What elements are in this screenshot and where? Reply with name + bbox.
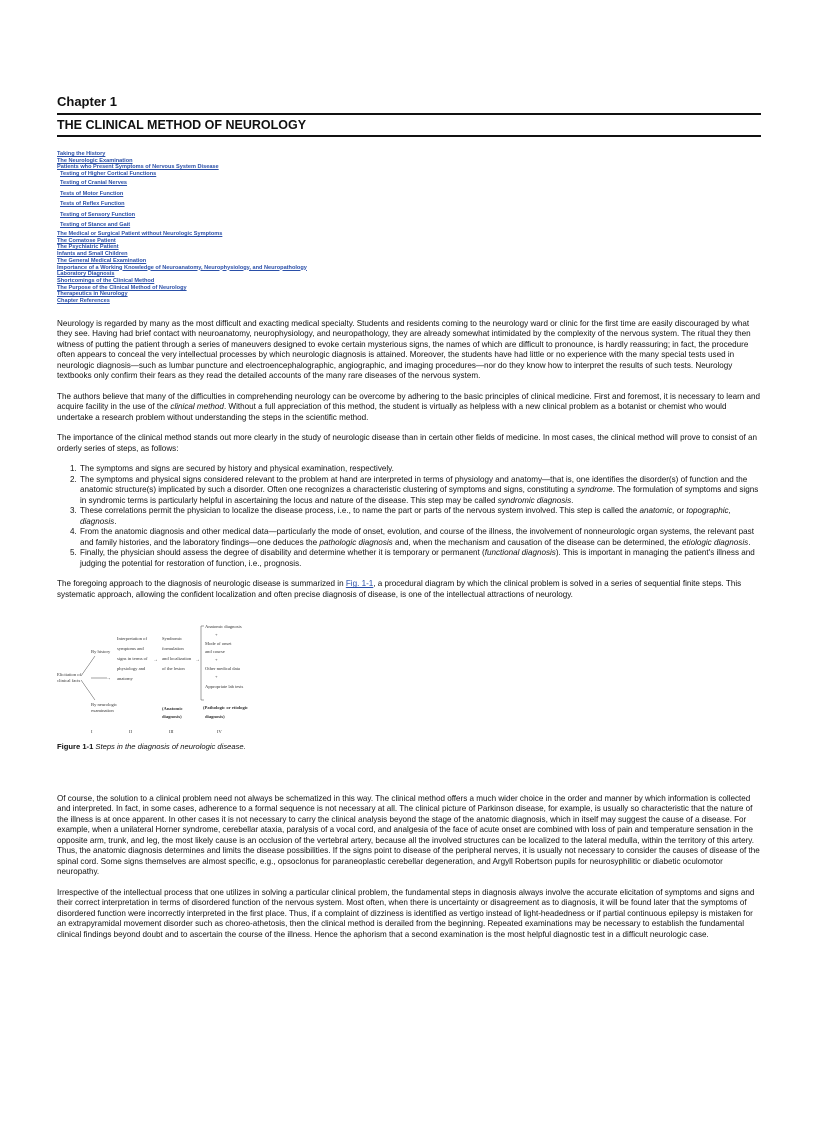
chapter-label: Chapter 1 [57,94,117,109]
arrow-icon: → [106,676,111,682]
diagram-label: and course [205,649,225,655]
diagram-label: examination [91,708,114,714]
divider [57,113,761,115]
diagram-label: Syndromic [162,636,183,642]
toc-link[interactable]: The Psychiatric Patient [57,244,119,251]
list-item: 4. From the anatomic diagnosis and other medical data—particularly the mode of onset, evolution, and course of the illness, the involvement of nonneurologic organ systems, the relevant past and family histories, and the laboratory findings—one deduces the pathologic diagnosis and, when the mechanism and causation of the disease can be determined, the etiologic diagnosis. [79,527,761,548]
divider [57,135,761,137]
toc-link[interactable]: The Purpose of the Clinical Method of Neurology [57,284,187,291]
diagram-label: Other medical data [205,666,240,672]
step-number: III [169,729,174,735]
diagram-label: + [215,632,218,638]
diagram-label: By history [91,649,111,655]
flow-diagram [57,618,287,738]
diagram-branch [81,680,95,700]
toc-link[interactable]: Chapter References [57,298,110,305]
toc-sublink[interactable]: Testing of Stance and Gait [60,222,131,229]
diagram-label: diagnosis) [205,714,225,720]
toc-sublink[interactable]: Tests of Reflex Function [60,201,125,208]
toc-sublink[interactable]: Testing of Sensory Function [60,211,136,218]
step-number: II [129,729,133,735]
toc-link[interactable]: The Neurologic Examination [57,157,133,164]
diagram-label: (Anatomic [162,706,183,712]
steps-list [57,464,761,569]
figure-caption: Figure 1-1 Steps in the diagnosis of neurologic disease. [57,742,246,752]
chapter-title: THE CLINICAL METHOD OF NEUROLOGY [57,118,307,132]
toc-link[interactable]: The Comatose Patient [57,237,116,244]
list-item: 2. The symptoms and physical signs considered relevant to the problem at hand are interpreted in terms of physiology and anatomy—that is, one identifies the disorder(s) of function and the anatomic structure(s) implicated by such a disorder. Often one recognizes a characteristic clustering of symptoms and signs, constituting a syndrome. The formulation of symptoms and signs in syndromic terms is particularly helpful in ascertaining the locus and nature of the disease. This step may be called syndromic diagnosis. [79,475,761,507]
diagram-label: formulation [162,646,184,652]
diagram-label: diagnosis) [162,714,182,720]
toc-link[interactable]: Laboratory Diagnosis [57,271,115,278]
body-paragraph: The foregoing approach to the diagnosis of neurologic disease is summarized in Fig. 1-1, a procedural diagram by which the clinical problem is solved in a series of sequential finite steps. This systematic approach, allowing the confident localization and often precise diagnosis of disease, is one of the intellectual attractions of neurology. [57,579,742,599]
diagram-branch [81,656,95,676]
toc-sublink[interactable]: Tests of Motor Function [60,190,124,197]
page [57,94,761,940]
diagram-label: Mode of onset [205,641,232,647]
toc-link[interactable]: Therapeutics in Neurology [57,291,128,298]
diagram-label: By neurologic [91,702,118,708]
body-paragraph: Irrespective of the intellectual process that one utilizes in solving a particular clinical problem, the fundamental steps in diagnosis always involve the accurate elicitation of symptoms and signs and their correct interpretation in terms of disordered function of the nervous system. Most often, when there is uncertainty or disagreement as to diagnosis, it will be found later that the symptoms of disordered function were incorrectly interpreted in the first place. Thus, if a complaint of dizziness is identified as vertigo instead of light-headedness or if partial continuous epilepsy is mistaken for an extrapyramidal movement disorder such as choreo-athetosis, then the clinical method is derailed from the beginning. Repeated examinations may be necessary to establish the fundamental clinical findings beyond doubt and to ascertain the course of the illness. Hence the aphorism that a second examination is the most helpful diagnostic test in a difficult neurologic case. [57,887,755,939]
diagram-label: + [215,674,218,680]
diagram-label: physiology and [117,666,146,672]
toc-link[interactable]: Patients who Present Symptoms of Nervous System Disease [57,164,219,171]
diagram-label: clinical facts [57,678,81,684]
arrow-icon: → [195,658,200,664]
arrow-icon: → [153,658,158,664]
diagram-label: Anatomic diagnosis [205,624,242,630]
toc-link[interactable]: The General Medical Examination [57,257,147,264]
diagram-label: + [215,657,218,663]
toc-link[interactable]: Taking the History [57,151,106,157]
diagram-label: signs in terms of [117,656,148,662]
diagram-label: of the lesion [162,666,185,672]
diagram-label: symptoms and [117,646,144,652]
toc-link[interactable]: Infants and Small Children [57,251,128,258]
list-item: 3. These correlations permit the physician to localize the disease process, i.e., to name the part or parts of the nervous system involved. This step is called the anatomic, or topographic, diagnosis. [79,506,761,527]
step-number: IV [217,729,222,735]
toc-sublink[interactable]: Testing of Higher Cortical Functions [60,171,157,178]
figure-link[interactable]: Fig. 1-1 [345,579,374,589]
toc-link[interactable]: The Medical or Surgical Patient without Neurologic Symptoms [57,231,223,238]
diagram-label: Elicitation of [57,672,82,678]
diagram-label: anatomy [117,676,133,682]
table-of-contents [57,151,761,305]
diagram-label: (Pathologic or etiologic [203,705,249,711]
toc-link[interactable]: Shortcomings of the Clinical Method [57,278,155,284]
toc-link[interactable]: Importance of a Working Knowledge of Neuroanatomy, Neurophysiology, and Neuropathology [57,264,307,271]
diagram-label: Appropriate lab tests [205,684,244,690]
diagram-label: and localization [162,656,192,662]
toc-sublink[interactable]: Testing of Cranial Nerves [60,180,128,187]
body-paragraph: Of course, the solution to a clinical problem need not always be schematized in this way. The clinical method offers a much wider choice in the order and manner by which information is collected and interpreted. In fact, in some cases, adherence to a formal sequence is not necessary at all. The clinical picture of Parkinson disease, for example, is usually so characteristic that the nature of the illness is at once apparent. In other cases it is not necessary to carry the clinical analysis beyond the stage of the anatomic diagnosis, which in itself may suggest the cause of a disease. For example, when a unilateral Horner syndrome, cerebellar ataxia, paralysis of a vocal cord, and analgesia of the face of acute onset are combined with loss of pain and temperature sensation in the opposite arm, trunk, and leg, the most likely cause is an occlusion of the vertebral artery, because all the involved structures can be localized to the lateral medulla, within the territory of this artery. Thus, the anatomic diagnosis determines and limits the disease possibilities. If the signs point to disease of the peripheral nerves, it is usually not necessary to consider the causes of disease of the spinal cord. Some signs themselves are almost specific, e.g., opsoclonus for paraneoplastic cerebellar degeneration, and Argyll Robertson pupils for neurosyphilitic or diabetic oculomotor neuropathy. [57,793,760,877]
body-paragraph: The authors believe that many of the difficulties in comprehending neurology can be overcome by adhering to the basic principles of clinical medicine. First and foremost, it is necessary to learn and acquire facility in the use of the clinical method. Without a full appreciation of this method, the student is virtually as helpless with a new clinical problem as a botanist or chemist who would undertake a research problem without understanding the steps in the scientific method. [57,391,761,422]
figure-diagram [57,618,287,738]
body-paragraph: Neurology is regarded by many as the most difficult and exacting medical specialty. Students and residents coming to the neurology ward or clinic for the first time are easily discouraged by what they see. Having had brief contact with neuroanatomy, neurophysiology, and neuropathology, they are already somewhat intimidated by the complexity of the nervous system. The ritual they then witness of putting the patient through a series of maneuvers designed to evoke certain mysterious signs, the names of which are difficult to pronounce, is hardly reassuring; in fact, the procedure often appears to conceal the very intellectual processes by which neurologic diagnosis is attained. Moreover, the students have had little or no experience with the many special tests used in neurologic diagnosis—such as lumbar puncture and electroencephalographic, angiographic, and imaging procedures—nor do they know how to interpret the results of such tests. Neurology textbooks only confirm their fears as they read the detailed accounts of the many rare diseases of the nervous system. [57,318,751,381]
diagram-label: Interpretation of [117,636,147,642]
step-number: I [91,729,93,735]
body-paragraph: The importance of the clinical method stands out more clearly in the study of neurologic disease than in certain other fields of medicine. In most cases, the clinical method will prove to consist of an orderly series of steps, as follows: [57,433,758,453]
list-item: 5. Finally, the physician should assess the degree of disability and determine whether it is temporary or permanent (functional diagnosis). This is important in managing the patient's illness and judging the potential for restoration of function, i.e., prognosis. [79,548,761,569]
list-item: 1. The symptoms and signs are secured by history and physical examination, respectively. [79,464,761,475]
